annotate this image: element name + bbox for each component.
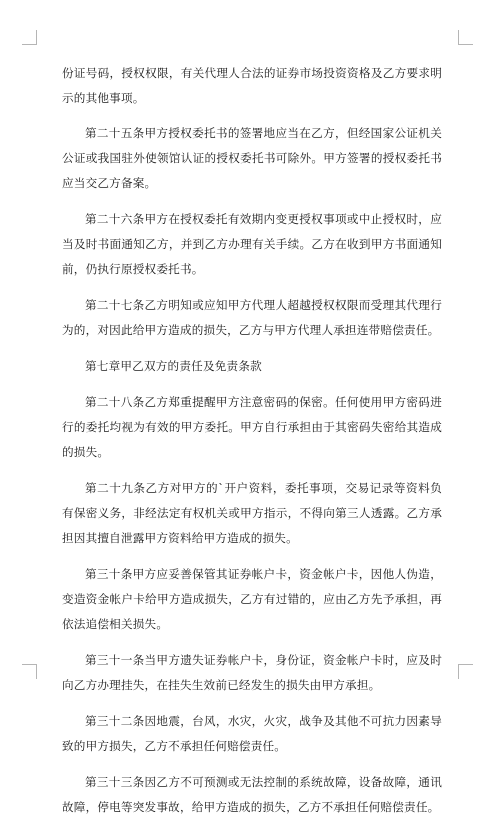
clause-31: 第三十一条当甲方遗失证券帐户卡，身份证，资金帐户卡时，应及时向乙方办理挂失，在挂失生效前已经发生的损失由甲方承担。 — [62, 653, 442, 692]
clause-28: 第二十八条乙方郑重提醒甲方注意密码的保密。任何使用甲方密码进行的委托均视为有效的甲方委托。甲方自行承担由于其密码失密给其造成的损失。 — [62, 395, 442, 459]
clause-30: 第三十条甲方应妥善保管其证券帐户卡，资金帐户卡，因他人伪造，变造资金帐户卡给甲方造成损失，乙方有过错的，应由乙方先予承担，再依法追偿相关损失。 — [62, 567, 442, 631]
crop-mark-bottom-right — [458, 664, 473, 679]
document-body — [62, 61, 442, 831]
clause-32: 第三十二条因地震，台风，水灾，火灾，战争及其他不可抗力因素导致的甲方损失，乙方不承担任何赔偿责任。 — [62, 714, 442, 753]
clause-33: 第三十三条因乙方不可预测或无法控制的系统故障，设备故障，通讯故障，停电等突发事故，给甲方造成的损失，乙方不承担任何赔偿责任。 — [62, 775, 442, 814]
crop-mark-top-right — [458, 30, 473, 45]
crop-mark-bottom-left — [22, 664, 37, 679]
chapter-7-heading: 第七章甲乙双方的责任及免责条款 — [85, 359, 262, 373]
clause-29: 第二十九条乙方对甲方的`开户资料，委托事项，交易记录等资料负有保密义务，非经法定有权机关或甲方指示，不得向第三人透露。乙方承担因其擅自泄露甲方资料给甲方造成的损失。 — [62, 481, 442, 545]
clause-26: 第二十六条甲方在授权委托有效期内变更授权事项或中止授权时，应当及时书面通知乙方，并到乙方办理有关手续。乙方在收到甲方书面通知前，仍执行原授权委托书。 — [62, 212, 442, 276]
paragraph-continuation: 份证号码，授权权限，有关代理人合法的证券市场投资资格及乙方要求明示的其他事项。 — [62, 66, 442, 105]
clause-25: 第二十五条甲方授权委托书的签署地应当在乙方，但经国家公证机关公证或我国驻外使领馆认证的授权委托书可除外。甲方签署的授权委托书应当交乙方备案。 — [62, 126, 442, 190]
crop-mark-top-left — [22, 30, 37, 45]
clause-27: 第二十七条乙方明知或应知甲方代理人超越授权权限而受理其代理行为的，对因此给甲方造成的损失，乙方与甲方代理人承担连带赔偿责任。 — [62, 298, 442, 337]
